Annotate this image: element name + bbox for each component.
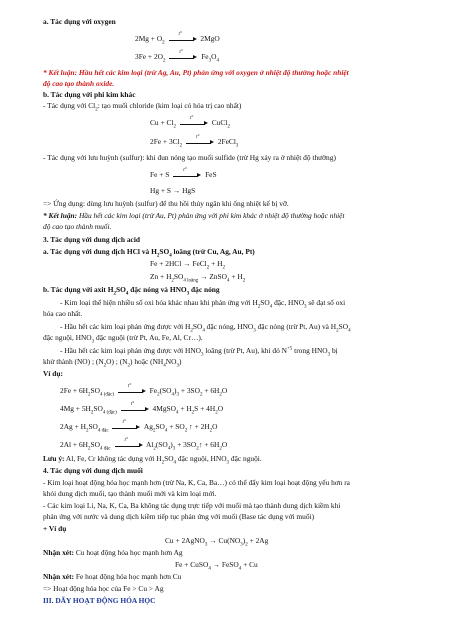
text-line-27: $2Fe + 6H_2SO_{4 (đặc)}$ t° $Fe_2(SO_4)_3 + 3SO_2 + 6H_2O$ xyxy=(60,383,228,398)
text-line-16: a. Tác dụng với dung dịch HCl và $H_2SO_4$ loãng (trừ Cu, Ag, Au, Pt) xyxy=(43,247,255,259)
text-line-7: $Cu + Cl_2$ t° CuCl$_2$ xyxy=(150,115,230,130)
arrow-heated-icon: t° xyxy=(115,442,143,449)
text-line-8: $2Fe + 3Cl_2$ t° 2FeCl$_3$ xyxy=(150,134,239,149)
text-line-21: hóa cao nhất. xyxy=(43,309,83,318)
text-line-39: Nhận xét: Cu hoạt động hóa học mạnh hơn Ag xyxy=(43,548,183,557)
arrow-heated-icon: t° xyxy=(118,388,146,395)
text-line-18: $Zn + H_2SO_{4 loãng}$ → ZnSO$_4$ + $H_2$ xyxy=(150,272,246,284)
arrow-heated-icon: t° xyxy=(121,406,149,413)
text-line-33: - Kim loại hoạt động hóa học mạnh hơn (trừ Na, K, Ca, Ba…) có thể đẩy kim loại hoạt động yếu hơn ra xyxy=(43,478,350,487)
arrow-heated-icon: t° xyxy=(180,120,208,127)
text-line-20: - Kim loại thể hiện nhiều số oxi hóa khác nhau khi phản ứng với $H_2SO_4$ đặc, $HNO_3$ sẽ đạt số oxi xyxy=(60,298,346,310)
text-line-1: $2Mg + O_2$ t° 2MgO xyxy=(135,31,220,46)
text-line-29: $2Ag + H_2SO_{4 đặc}$ t° $Ag_2SO_4 + SO_2$ ↑ + $2H_2O$ xyxy=(60,419,218,434)
text-line-12: => Ứng dụng: dùng lưu huỳnh (sulfur) để thu hồi thủy ngân khi ống nhiệt kế bị vỡ. xyxy=(43,199,289,208)
text-line-24: - Hầu hết các kim loại phản ứng được với $HNO_3$ loãng (trừ Pt, Au), khi đó $N^{+5}$ trong $HNO_3$ bị xyxy=(60,346,338,358)
text-line-35: - Các kim loại Li, Na, K, Ca, Ba không tác dụng trực tiếp với muối mà tạo thành dung dịch kiềm khi xyxy=(43,501,341,510)
text-line-15: 3. Tác dụng với dung dịch acid xyxy=(43,235,140,244)
text-line-28: $4Mg + 5H_2SO_{4 (đặc)}$ t° 4MgSO$_4$ + $H_2S + 4H_2O$ xyxy=(60,401,224,416)
text-line-38: Cu + 2AgNO$_3$ → $Cu(NO_3)_2 + 2Ag$ xyxy=(165,536,269,548)
text-line-9: - Tác dụng với lưu huỳnh (sulfur): khi đun nóng tạo muối sulfide (trừ Hg xảy ra ở nhiệt độ thường) xyxy=(43,153,336,162)
arrow-heated-icon: t° xyxy=(186,139,214,146)
text-line-14: độ cao tạo thành muối. xyxy=(43,222,112,231)
text-line-32: 4. Tác dụng với dung dịch muối xyxy=(43,466,143,475)
text-line-4: độ cao tạo thành oxide. xyxy=(43,79,115,88)
text-line-22: - Hầu hết các kim loại phản ứng được với $H_2SO_4$ đặc nóng, $HNO_3$ đặc nóng (trừ Pt, Au) và $H_2SO_4$ xyxy=(60,322,351,334)
text-line-3: * Kết luận: Hầu hết các kim loại (trừ Ag, Au, Pt) phản ứng với oxygen ở nhiệt độ thường hoặc nhiệt xyxy=(43,68,349,77)
text-line-25: khử thành (NO) ; $(N_2O)$ ; $(N_2)$ hoặc $(NH_4NO_3)$ xyxy=(43,357,182,369)
text-line-11: Hg + S → HgS xyxy=(150,186,196,195)
arrow-heated-icon: t° xyxy=(169,36,197,43)
text-line-41: Nhận xét: Fe hoạt động hóa học mạnh hơn Cu xyxy=(43,572,182,581)
text-line-37: + Ví dụ xyxy=(43,524,67,533)
arrow-heated-icon: t° xyxy=(173,172,201,179)
text-line-34: khỏi dung dịch muối, tạo thành muối mới và kim loại mới. xyxy=(43,489,217,498)
text-line-13: * Kết luận: Hầu hết các kim loại (trừ Au, Pt) phản ứng với phi kim khác ở nhiệt độ thường hoặc nhiệt xyxy=(43,211,345,220)
text-line-0: a. Tác dụng với oxygen xyxy=(43,17,116,26)
text-line-43: III. DÃY HOẠT ĐỘNG HÓA HỌC xyxy=(43,596,156,605)
text-line-10: Fe + S t° FeS xyxy=(150,167,217,179)
text-line-31: Lưu ý: Al, Fe, Cr không tác dụng với $H_2SO_4$ đặc nguội, $HNO_3$ đặc nguội. xyxy=(43,454,262,466)
text-line-23: đặc nguội, $HNO_3$ đặc nguội (trừ Pt, Au, Fe, Al, Cr…). xyxy=(43,333,203,345)
arrow-heated-icon: t° xyxy=(169,54,197,61)
text-line-30: $2Al + 6H_2SO_{4 đặc}$ t° $Al_2(SO_4)_3$ + $3SO_2↑ + 6H_2O$ xyxy=(60,437,228,452)
text-line-26: Ví dụ: xyxy=(43,369,63,378)
text-line-42: => Hoạt động hóa học của Fe > Cu > Ag xyxy=(43,584,164,593)
text-line-40: Fe + CuSO$_4$ → FeSO$_4$ + Cu xyxy=(175,560,258,572)
text-line-2: $3Fe + 2O_2$ t° $Fe_3O_4$ xyxy=(135,49,219,64)
text-line-17: Fe + 2HCl → FeCl$_2$ + $H_2$ xyxy=(150,259,225,271)
text-line-5: b. Tác dụng với phi kim khác xyxy=(43,90,136,99)
arrow-heated-icon: t° xyxy=(112,424,140,431)
text-line-6: - Tác dụng với $Cl_2$: tạo muối chloride (kim loại có hóa trị cao nhất) xyxy=(43,101,242,113)
text-line-36: phản ứng với nước và dung dịch kiềm tiếp tục phản ứng với muối (Base tác dụng với muối) xyxy=(43,512,315,521)
text-line-19: b. Tác dụng với axit $H_2SO_4$ đặc nóng và $HNO_3$ đặc nóng xyxy=(43,285,220,297)
